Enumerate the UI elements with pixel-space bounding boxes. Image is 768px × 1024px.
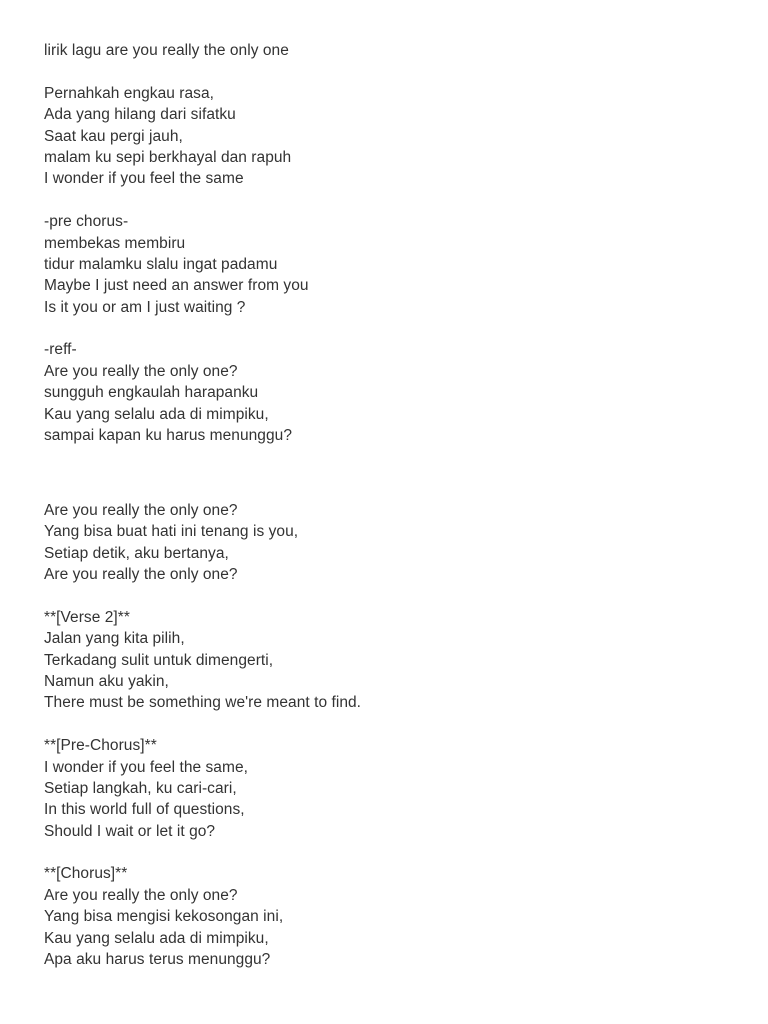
blank-line: [44, 318, 744, 339]
lyric-line: Are you really the only one?: [44, 886, 238, 904]
blank-line: [44, 714, 744, 735]
lyric-line: I wonder if you feel the same: [44, 170, 244, 188]
chorus: [44, 863, 744, 970]
section-label: -pre chorus-: [44, 213, 129, 231]
lyric-line: Terkadang sulit untuk dimengerti,: [44, 651, 274, 669]
pre-chorus-2: [44, 735, 744, 842]
section-label: -reff-: [44, 341, 77, 359]
chorus-a: [44, 500, 744, 586]
lyric-line: Yang bisa mengisi kekosongan ini,: [44, 908, 284, 926]
lyric-line: Namun aku yakin,: [44, 672, 169, 690]
lyric-line: Setiap detik, aku bertanya,: [44, 544, 229, 562]
blank-line: [44, 585, 744, 606]
lyric-line: Is it you or am I just waiting ?: [44, 298, 246, 316]
blank-line: [44, 61, 744, 82]
lyric-line: Kau yang selalu ada di mimpiku,: [44, 929, 269, 947]
lyric-line: malam ku sepi berkhayal dan rapuh: [44, 148, 292, 166]
lyric-line: Should I wait or let it go?: [44, 822, 216, 840]
lyric-line: sungguh engkaulah harapanku: [44, 384, 259, 402]
verse-2: [44, 607, 744, 714]
lyric-line: Are you really the only one?: [44, 565, 238, 583]
reff: [44, 339, 744, 446]
note-body[interactable]: [44, 40, 744, 970]
lyric-line: Pernahkah engkau rasa,: [44, 84, 214, 102]
lyric-line: Maybe I just need an answer from you: [44, 277, 309, 295]
lyric-line: Apa aku harus terus menunggu?: [44, 951, 271, 969]
lyric-line: membekas membiru: [44, 234, 186, 252]
lyric-line: I wonder if you feel the same,: [44, 758, 248, 776]
section-label: **[Chorus]**: [44, 865, 128, 883]
lyric-line: There must be something we're meant to find.: [44, 694, 362, 712]
blank-line: [44, 468, 744, 500]
lyric-line: Saat kau pergi jauh,: [44, 127, 183, 145]
lyric-line: sampai kapan ku harus menunggu?: [44, 427, 292, 445]
verse-1: [44, 83, 744, 190]
section-label: **[Pre-Chorus]**: [44, 737, 157, 755]
blank-line: [44, 190, 744, 211]
blank-line: [44, 446, 744, 467]
note-title: lirik lagu are you really the only one: [44, 42, 289, 59]
lyric-line: Ada yang hilang dari sifatku: [44, 106, 236, 124]
lyric-line: Setiap langkah, ku cari-cari,: [44, 779, 237, 797]
pre-chorus-1: [44, 211, 744, 318]
lyric-line: Jalan yang kita pilih,: [44, 630, 185, 648]
lyric-line: In this world full of questions,: [44, 801, 245, 819]
blank-line: [44, 842, 744, 863]
section-label: **[Verse 2]**: [44, 608, 130, 626]
lyric-line: Yang bisa buat hati ini tenang is you,: [44, 523, 299, 541]
lyric-line: Are you really the only one?: [44, 501, 238, 519]
lyric-line: Are you really the only one?: [44, 362, 238, 380]
lyric-line: Kau yang selalu ada di mimpiku,: [44, 405, 269, 423]
lyric-line: tidur malamku slalu ingat padamu: [44, 255, 278, 273]
